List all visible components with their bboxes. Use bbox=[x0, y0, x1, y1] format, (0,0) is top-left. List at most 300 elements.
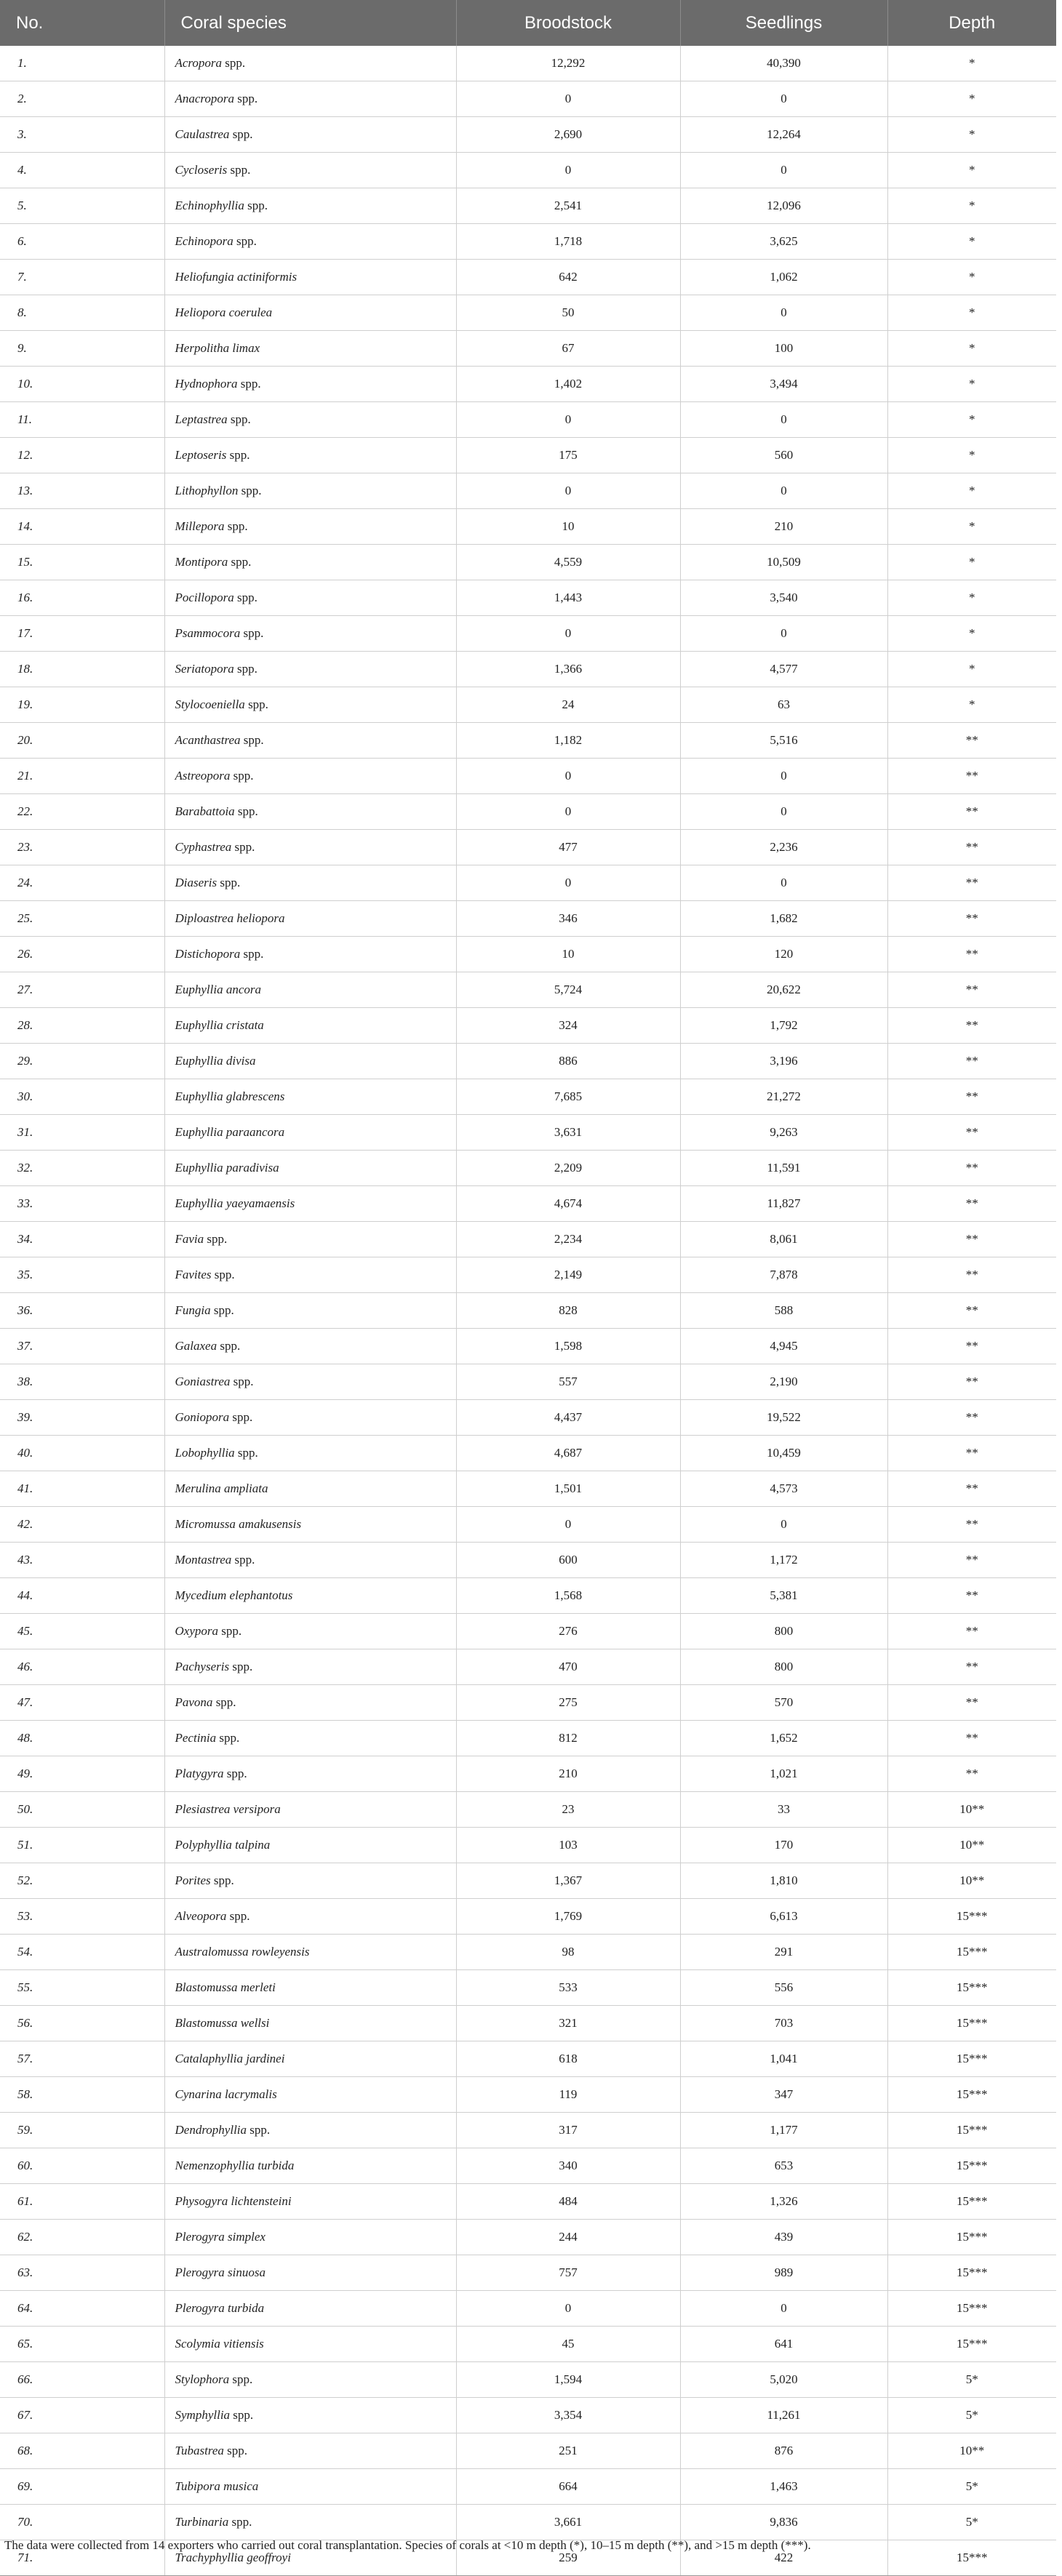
species-cell bbox=[164, 1079, 456, 1115]
depth-cell: * bbox=[887, 224, 1056, 260]
species-name: Polyphyllia talpina bbox=[175, 1838, 271, 1852]
table-row bbox=[0, 117, 1056, 153]
species-cell bbox=[164, 1863, 456, 1899]
species-cell bbox=[164, 1329, 456, 1364]
species-cell bbox=[164, 2398, 456, 2433]
table-row bbox=[0, 1400, 1056, 1436]
species-name: Physogyra lichtensteini bbox=[175, 2194, 292, 2208]
header-depth: Depth bbox=[887, 0, 1056, 46]
species-cell bbox=[164, 1044, 456, 1079]
broodstock-cell: 470 bbox=[456, 1649, 680, 1685]
table-row bbox=[0, 1222, 1056, 1257]
no-cell: 71. bbox=[0, 2540, 164, 2576]
broodstock-cell: 276 bbox=[456, 1614, 680, 1649]
depth-cell: 15*** bbox=[887, 2148, 1056, 2184]
table-row bbox=[0, 224, 1056, 260]
broodstock-cell: 1,501 bbox=[456, 1471, 680, 1507]
species-name: Symphyllia bbox=[175, 2408, 231, 2422]
species-name: Cycloseris bbox=[175, 163, 228, 177]
broodstock-cell: 642 bbox=[456, 260, 680, 295]
seedlings-cell: 876 bbox=[680, 2433, 887, 2469]
broodstock-cell: 1,568 bbox=[456, 1578, 680, 1614]
table-body bbox=[0, 46, 1056, 2576]
no-cell: 59. bbox=[0, 2113, 164, 2148]
no-cell: 34. bbox=[0, 1222, 164, 1257]
broodstock-cell: 1,366 bbox=[456, 652, 680, 687]
broodstock-cell: 1,402 bbox=[456, 367, 680, 402]
depth-cell: * bbox=[887, 117, 1056, 153]
seedlings-cell: 1,463 bbox=[680, 2469, 887, 2505]
species-name: Heliopora coerulea bbox=[175, 305, 273, 319]
seedlings-cell: 1,652 bbox=[680, 1721, 887, 1756]
seedlings-cell: 1,021 bbox=[680, 1756, 887, 1792]
species-name: Pocillopora bbox=[175, 591, 234, 604]
species-cell bbox=[164, 616, 456, 652]
table-row bbox=[0, 1828, 1056, 1863]
broodstock-cell: 7,685 bbox=[456, 1079, 680, 1115]
depth-cell: 5* bbox=[887, 2398, 1056, 2433]
broodstock-cell: 1,443 bbox=[456, 580, 680, 616]
species-epithet: spp. bbox=[230, 163, 251, 177]
species-epithet: spp. bbox=[232, 127, 253, 141]
species-cell bbox=[164, 2077, 456, 2113]
species-name: Catalaphyllia jardinei bbox=[175, 2052, 285, 2065]
broodstock-cell: 10 bbox=[456, 937, 680, 972]
depth-cell: ** bbox=[887, 759, 1056, 794]
table-row bbox=[0, 260, 1056, 295]
broodstock-cell: 12,292 bbox=[456, 46, 680, 81]
species-name: Euphyllia paradivisa bbox=[175, 1161, 279, 1175]
species-cell bbox=[164, 1899, 456, 1935]
species-name: Favites bbox=[175, 1268, 212, 1281]
table-row bbox=[0, 2255, 1056, 2291]
no-cell: 62. bbox=[0, 2220, 164, 2255]
header-no: No. bbox=[0, 0, 164, 46]
species-name: Tubipora musica bbox=[175, 2479, 259, 2493]
table-row bbox=[0, 580, 1056, 616]
depth-cell: 5* bbox=[887, 2469, 1056, 2505]
broodstock-cell: 886 bbox=[456, 1044, 680, 1079]
species-cell bbox=[164, 2184, 456, 2220]
depth-cell: * bbox=[887, 473, 1056, 509]
no-cell: 9. bbox=[0, 331, 164, 367]
species-name: Leptoseris bbox=[175, 448, 227, 462]
table-row bbox=[0, 2469, 1056, 2505]
species-name: Fungia bbox=[175, 1303, 211, 1317]
table-row bbox=[0, 2291, 1056, 2327]
species-cell bbox=[164, 473, 456, 509]
species-name: Herpolitha limax bbox=[175, 341, 260, 355]
table-row bbox=[0, 2113, 1056, 2148]
table-row bbox=[0, 901, 1056, 937]
seedlings-cell: 0 bbox=[680, 865, 887, 901]
species-epithet: spp. bbox=[220, 1339, 241, 1353]
species-epithet: spp. bbox=[229, 448, 250, 462]
species-name: Caulastrea bbox=[175, 127, 230, 141]
seedlings-cell: 291 bbox=[680, 1935, 887, 1970]
broodstock-cell: 0 bbox=[456, 865, 680, 901]
broodstock-cell: 324 bbox=[456, 1008, 680, 1044]
depth-cell: 15*** bbox=[887, 2184, 1056, 2220]
seedlings-cell: 0 bbox=[680, 1507, 887, 1543]
broodstock-cell: 4,559 bbox=[456, 545, 680, 580]
species-cell bbox=[164, 1614, 456, 1649]
species-epithet: spp. bbox=[247, 199, 268, 212]
depth-cell: 10** bbox=[887, 1828, 1056, 1863]
species-cell bbox=[164, 2148, 456, 2184]
table-row bbox=[0, 81, 1056, 117]
species-cell bbox=[164, 687, 456, 723]
seedlings-cell: 1,062 bbox=[680, 260, 887, 295]
species-epithet: spp. bbox=[236, 591, 257, 604]
no-cell: 25. bbox=[0, 901, 164, 937]
no-cell: 39. bbox=[0, 1400, 164, 1436]
species-epithet: spp. bbox=[214, 1268, 235, 1281]
seedlings-cell: 4,577 bbox=[680, 652, 887, 687]
table-row bbox=[0, 509, 1056, 545]
seedlings-cell: 63 bbox=[680, 687, 887, 723]
table-row bbox=[0, 295, 1056, 331]
species-name: Leptastrea bbox=[175, 412, 228, 426]
seedlings-cell: 1,810 bbox=[680, 1863, 887, 1899]
species-cell bbox=[164, 1257, 456, 1293]
seedlings-cell: 5,516 bbox=[680, 723, 887, 759]
depth-cell: * bbox=[887, 260, 1056, 295]
no-cell: 61. bbox=[0, 2184, 164, 2220]
species-cell bbox=[164, 2041, 456, 2077]
species-epithet: spp. bbox=[232, 1660, 253, 1673]
seedlings-cell: 347 bbox=[680, 2077, 887, 2113]
species-name: Oxypora bbox=[175, 1624, 218, 1638]
species-name: Euphyllia divisa bbox=[175, 1054, 256, 1068]
depth-cell: * bbox=[887, 295, 1056, 331]
seedlings-cell: 800 bbox=[680, 1649, 887, 1685]
depth-cell: ** bbox=[887, 1685, 1056, 1721]
depth-cell: * bbox=[887, 616, 1056, 652]
no-cell: 10. bbox=[0, 367, 164, 402]
depth-cell: ** bbox=[887, 1756, 1056, 1792]
no-cell: 16. bbox=[0, 580, 164, 616]
no-cell: 32. bbox=[0, 1151, 164, 1186]
seedlings-cell: 0 bbox=[680, 759, 887, 794]
table-row bbox=[0, 188, 1056, 224]
broodstock-cell: 0 bbox=[456, 2291, 680, 2327]
species-cell bbox=[164, 1935, 456, 1970]
no-cell: 15. bbox=[0, 545, 164, 580]
table-row bbox=[0, 1436, 1056, 1471]
broodstock-cell: 557 bbox=[456, 1364, 680, 1400]
species-epithet: spp. bbox=[231, 555, 252, 569]
species-name: Dendrophyllia bbox=[175, 2123, 247, 2137]
seedlings-cell: 0 bbox=[680, 153, 887, 188]
species-cell bbox=[164, 1471, 456, 1507]
table-row bbox=[0, 331, 1056, 367]
broodstock-cell: 275 bbox=[456, 1685, 680, 1721]
broodstock-cell: 5,724 bbox=[456, 972, 680, 1008]
depth-cell: 15*** bbox=[887, 2006, 1056, 2041]
seedlings-cell: 439 bbox=[680, 2220, 887, 2255]
species-name: Diaseris bbox=[175, 876, 217, 889]
depth-cell: ** bbox=[887, 1436, 1056, 1471]
species-cell bbox=[164, 1685, 456, 1721]
seedlings-cell: 0 bbox=[680, 295, 887, 331]
seedlings-cell: 560 bbox=[680, 438, 887, 473]
table-row bbox=[0, 1792, 1056, 1828]
table-row bbox=[0, 46, 1056, 81]
species-epithet: spp. bbox=[227, 2444, 248, 2457]
species-epithet: spp. bbox=[234, 1553, 255, 1567]
broodstock-cell: 757 bbox=[456, 2255, 680, 2291]
species-cell bbox=[164, 81, 456, 117]
no-cell: 47. bbox=[0, 1685, 164, 1721]
no-cell: 42. bbox=[0, 1507, 164, 1543]
broodstock-cell: 0 bbox=[456, 473, 680, 509]
species-name: Hydnophora bbox=[175, 377, 238, 391]
seedlings-cell: 0 bbox=[680, 2291, 887, 2327]
depth-cell: ** bbox=[887, 1364, 1056, 1400]
no-cell: 46. bbox=[0, 1649, 164, 1685]
depth-cell: ** bbox=[887, 1507, 1056, 1543]
species-cell bbox=[164, 2006, 456, 2041]
species-cell bbox=[164, 295, 456, 331]
species-name: Echinophyllia bbox=[175, 199, 244, 212]
species-epithet: spp. bbox=[233, 2408, 254, 2422]
species-cell bbox=[164, 117, 456, 153]
species-epithet: spp. bbox=[219, 1731, 240, 1745]
species-name: Favia bbox=[175, 1232, 204, 1246]
table-row bbox=[0, 1970, 1056, 2006]
species-cell bbox=[164, 1008, 456, 1044]
seedlings-cell: 3,494 bbox=[680, 367, 887, 402]
no-cell: 24. bbox=[0, 865, 164, 901]
broodstock-cell: 828 bbox=[456, 1293, 680, 1329]
depth-cell: ** bbox=[887, 1721, 1056, 1756]
no-cell: 4. bbox=[0, 153, 164, 188]
broodstock-cell: 3,631 bbox=[456, 1115, 680, 1151]
table-row bbox=[0, 1899, 1056, 1935]
depth-cell: ** bbox=[887, 1257, 1056, 1293]
no-cell: 66. bbox=[0, 2362, 164, 2398]
species-cell bbox=[164, 830, 456, 865]
seedlings-cell: 11,591 bbox=[680, 1151, 887, 1186]
table-row bbox=[0, 1721, 1056, 1756]
broodstock-cell: 1,769 bbox=[456, 1899, 680, 1935]
species-name: Turbinaria bbox=[175, 2515, 229, 2529]
table-row bbox=[0, 1115, 1056, 1151]
depth-cell: * bbox=[887, 545, 1056, 580]
table-row bbox=[0, 2184, 1056, 2220]
no-cell: 17. bbox=[0, 616, 164, 652]
depth-cell: ** bbox=[887, 1008, 1056, 1044]
species-name: Cyphastrea bbox=[175, 840, 232, 854]
no-cell: 35. bbox=[0, 1257, 164, 1293]
species-name: Millepora bbox=[175, 519, 225, 533]
species-cell bbox=[164, 1649, 456, 1685]
broodstock-cell: 1,182 bbox=[456, 723, 680, 759]
table-row bbox=[0, 1471, 1056, 1507]
species-cell bbox=[164, 2505, 456, 2540]
no-cell: 31. bbox=[0, 1115, 164, 1151]
no-cell: 38. bbox=[0, 1364, 164, 1400]
table-row bbox=[0, 2327, 1056, 2362]
broodstock-cell: 0 bbox=[456, 616, 680, 652]
table-row bbox=[0, 865, 1056, 901]
species-epithet: spp. bbox=[237, 92, 258, 105]
no-cell: 67. bbox=[0, 2398, 164, 2433]
seedlings-cell: 2,236 bbox=[680, 830, 887, 865]
no-cell: 22. bbox=[0, 794, 164, 830]
no-cell: 57. bbox=[0, 2041, 164, 2077]
broodstock-cell: 0 bbox=[456, 759, 680, 794]
depth-cell: 5* bbox=[887, 2505, 1056, 2540]
species-name: Plerogyra simplex bbox=[175, 2230, 266, 2244]
no-cell: 26. bbox=[0, 937, 164, 972]
species-cell bbox=[164, 1756, 456, 1792]
seedlings-cell: 703 bbox=[680, 2006, 887, 2041]
species-epithet: spp. bbox=[237, 1446, 258, 1460]
species-name: Plerogyra turbida bbox=[175, 2301, 265, 2315]
no-cell: 5. bbox=[0, 188, 164, 224]
no-cell: 48. bbox=[0, 1721, 164, 1756]
no-cell: 37. bbox=[0, 1329, 164, 1364]
header-broodstock: Broodstock bbox=[456, 0, 680, 46]
broodstock-cell: 3,354 bbox=[456, 2398, 680, 2433]
broodstock-cell: 103 bbox=[456, 1828, 680, 1863]
depth-cell: ** bbox=[887, 865, 1056, 901]
species-name: Montipora bbox=[175, 555, 228, 569]
depth-cell: ** bbox=[887, 1614, 1056, 1649]
broodstock-cell: 119 bbox=[456, 2077, 680, 2113]
no-cell: 28. bbox=[0, 1008, 164, 1044]
broodstock-cell: 67 bbox=[456, 331, 680, 367]
seedlings-cell: 3,625 bbox=[680, 224, 887, 260]
broodstock-cell: 477 bbox=[456, 830, 680, 865]
table-row bbox=[0, 1079, 1056, 1115]
no-cell: 12. bbox=[0, 438, 164, 473]
table-row bbox=[0, 1257, 1056, 1293]
depth-cell: 15*** bbox=[887, 2255, 1056, 2291]
no-cell: 14. bbox=[0, 509, 164, 545]
broodstock-cell: 3,661 bbox=[456, 2505, 680, 2540]
species-cell bbox=[164, 1543, 456, 1578]
table-row bbox=[0, 2362, 1056, 2398]
species-cell bbox=[164, 2113, 456, 2148]
species-cell bbox=[164, 1400, 456, 1436]
depth-cell: * bbox=[887, 687, 1056, 723]
broodstock-cell: 24 bbox=[456, 687, 680, 723]
seedlings-cell: 9,836 bbox=[680, 2505, 887, 2540]
species-name: Merulina ampliata bbox=[175, 1481, 268, 1495]
no-cell: 43. bbox=[0, 1543, 164, 1578]
table-row bbox=[0, 937, 1056, 972]
no-cell: 56. bbox=[0, 2006, 164, 2041]
table-row bbox=[0, 1614, 1056, 1649]
seedlings-cell: 0 bbox=[680, 81, 887, 117]
seedlings-cell: 0 bbox=[680, 473, 887, 509]
broodstock-cell: 1,594 bbox=[456, 2362, 680, 2398]
depth-cell: 15*** bbox=[887, 2327, 1056, 2362]
depth-cell: 10** bbox=[887, 1792, 1056, 1828]
no-cell: 27. bbox=[0, 972, 164, 1008]
table-row bbox=[0, 2077, 1056, 2113]
no-cell: 40. bbox=[0, 1436, 164, 1471]
seedlings-cell: 4,945 bbox=[680, 1329, 887, 1364]
seedlings-cell: 1,041 bbox=[680, 2041, 887, 2077]
species-cell bbox=[164, 224, 456, 260]
species-name: Stylocoeniella bbox=[175, 697, 245, 711]
no-cell: 18. bbox=[0, 652, 164, 687]
species-name: Lithophyllon bbox=[175, 484, 239, 497]
seedlings-cell: 0 bbox=[680, 616, 887, 652]
seedlings-cell: 10,509 bbox=[680, 545, 887, 580]
species-cell bbox=[164, 1578, 456, 1614]
depth-cell: ** bbox=[887, 1222, 1056, 1257]
depth-cell: 10** bbox=[887, 2433, 1056, 2469]
depth-cell: ** bbox=[887, 723, 1056, 759]
species-name: Goniopora bbox=[175, 1410, 230, 1424]
species-cell bbox=[164, 972, 456, 1008]
depth-cell: * bbox=[887, 652, 1056, 687]
species-name: Montastrea bbox=[175, 1553, 232, 1567]
no-cell: 6. bbox=[0, 224, 164, 260]
species-epithet: spp. bbox=[220, 876, 241, 889]
species-name: Cynarina lacrymalis bbox=[175, 2087, 277, 2101]
depth-cell: * bbox=[887, 81, 1056, 117]
species-epithet: spp. bbox=[241, 484, 262, 497]
broodstock-cell: 0 bbox=[456, 402, 680, 438]
broodstock-cell: 340 bbox=[456, 2148, 680, 2184]
species-cell bbox=[164, 937, 456, 972]
table-row bbox=[0, 438, 1056, 473]
table-row bbox=[0, 1151, 1056, 1186]
species-name: Acanthastrea bbox=[175, 733, 241, 747]
depth-cell: * bbox=[887, 367, 1056, 402]
species-epithet: spp. bbox=[231, 2515, 252, 2529]
species-cell bbox=[164, 509, 456, 545]
depth-cell: ** bbox=[887, 1578, 1056, 1614]
species-name: Galaxea bbox=[175, 1339, 217, 1353]
table-row bbox=[0, 1507, 1056, 1543]
depth-cell: * bbox=[887, 331, 1056, 367]
no-cell: 2. bbox=[0, 81, 164, 117]
seedlings-cell: 40,390 bbox=[680, 46, 887, 81]
table-row bbox=[0, 687, 1056, 723]
species-epithet: spp. bbox=[248, 697, 268, 711]
table-row bbox=[0, 1329, 1056, 1364]
species-cell bbox=[164, 2469, 456, 2505]
depth-cell: ** bbox=[887, 1079, 1056, 1115]
no-cell: 63. bbox=[0, 2255, 164, 2291]
depth-cell: * bbox=[887, 188, 1056, 224]
species-cell bbox=[164, 1222, 456, 1257]
depth-cell: 5* bbox=[887, 2362, 1056, 2398]
table-row bbox=[0, 2398, 1056, 2433]
species-name: Diploastrea heliopora bbox=[175, 911, 285, 925]
depth-cell: ** bbox=[887, 1649, 1056, 1685]
species-name: Plerogyra sinuosa bbox=[175, 2265, 266, 2279]
broodstock-cell: 1,367 bbox=[456, 1863, 680, 1899]
seedlings-cell: 5,020 bbox=[680, 2362, 887, 2398]
species-cell bbox=[164, 759, 456, 794]
header-coral-species: Coral species bbox=[164, 0, 456, 46]
species-cell bbox=[164, 1186, 456, 1222]
species-name: Euphyllia ancora bbox=[175, 983, 262, 996]
broodstock-cell: 346 bbox=[456, 901, 680, 937]
no-cell: 11. bbox=[0, 402, 164, 438]
no-cell: 7. bbox=[0, 260, 164, 295]
seedlings-cell: 12,264 bbox=[680, 117, 887, 153]
species-epithet: spp. bbox=[233, 1375, 254, 1388]
